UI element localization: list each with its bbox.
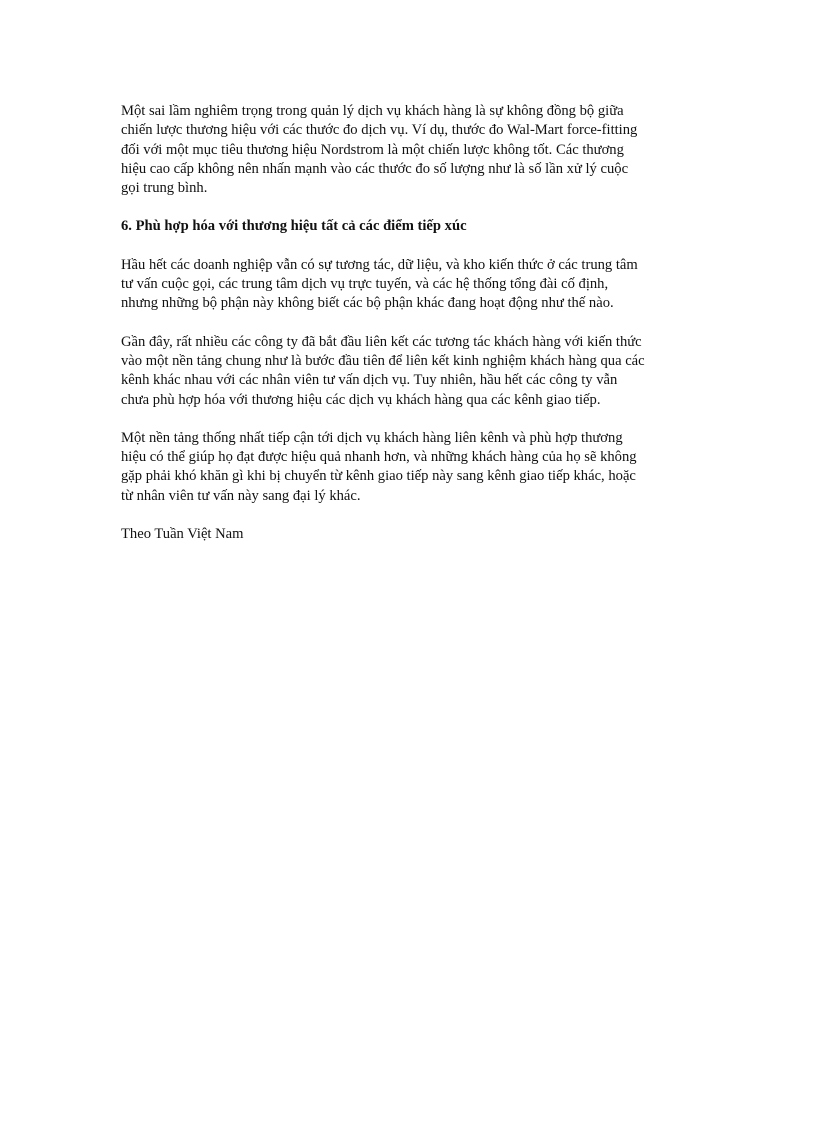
text-line: chưa phù hợp hóa với thương hiệu các dịch vụ khách hàng qua các kênh giao tiếp. [121,391,601,408]
paragraph-recent-companies [121,333,706,410]
document-body [121,102,706,563]
text-line: kênh khác nhau với các nhân viên tư vấn dịch vụ. Tuy nhiên, hầu hết các công ty vẫn [121,372,618,389]
text-line: hiệu cao cấp không nên nhấn mạnh vào các thước đo số lượng như là số lần xử lý cuộc [121,160,629,177]
text-line: đối với một mục tiêu thương hiệu Nordstrom là một chiến lược không tốt. Các thương [121,141,624,158]
text-line: gọi trung bình. [121,180,208,197]
text-line: tư vấn cuộc gọi, các trung tâm dịch vụ trực tuyến, và các hệ thống tổng đài cố định, [121,276,609,293]
paragraph-businesses [121,256,706,314]
text-line: vào một nền tảng chung như là bước đầu tiên để liên kết kinh nghiệm khách hàng qua các [121,352,645,369]
section-heading: 6. Phù hợp hóa với thương hiệu tất cả các điểm tiếp xúc [121,218,467,235]
paragraph-unified-platform [121,429,706,506]
paragraph-service-mismatch [121,102,706,198]
text-line: nhưng những bộ phận này không biết các bộ phận khác đang hoạt động như thế nào. [121,295,614,312]
text-line: chiến lược thương hiệu với các thước đo dịch vụ. Ví dụ, thước đo Wal-Mart force-fitting [121,122,638,139]
text-line: Hầu hết các doanh nghiệp vẫn có sự tương tác, dữ liệu, và kho kiến thức ở các trung tâm [121,256,638,273]
text-line: Gần đây, rất nhiều các công ty đã bắt đầu liên kết các tương tác khách hàng với kiến thức [121,333,642,350]
text-line: Một sai lầm nghiêm trọng trong quản lý dịch vụ khách hàng là sự không đồng bộ giữa [121,103,624,119]
text-line: từ nhân viên tư vấn này sang đại lý khác. [121,487,361,504]
text-line: gặp phải khó khăn gì khi bị chuyển từ kênh giao tiếp này sang kênh giao tiếp khác, hoặc [121,468,636,485]
text-line: hiệu có thể giúp họ đạt được hiệu quả nhanh hơn, và những khách hàng của họ sẽ không [121,449,637,466]
text-line: Một nền tảng thống nhất tiếp cận tới dịch vụ khách hàng liên kênh và phù hợp thương [121,429,623,446]
source-attribution: Theo Tuần Việt Nam [121,526,244,543]
